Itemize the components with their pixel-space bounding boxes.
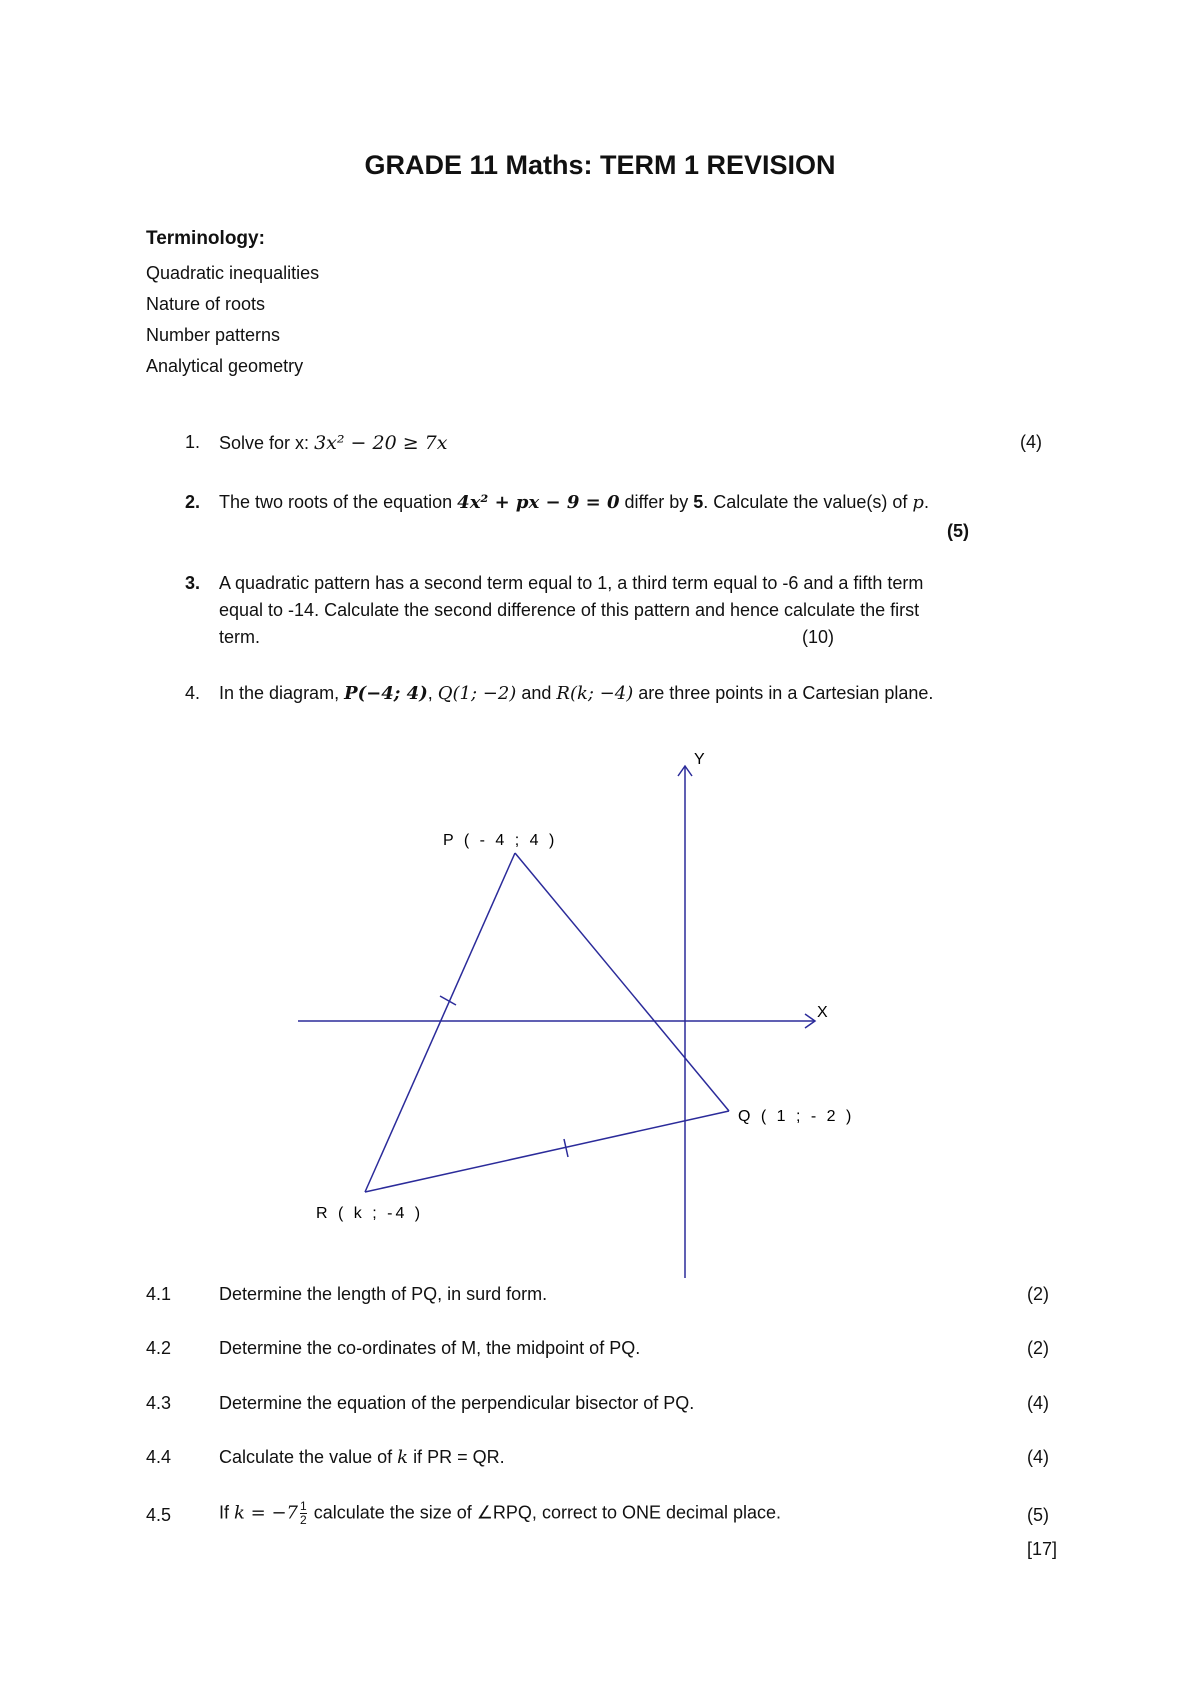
subquestion-4-1-text: Determine the length of PQ, in surd form. <box>219 1284 548 1304</box>
subquestion-4-3-marks: (4) <box>1027 1393 1049 1413</box>
subquestion-4-2-number: 4.2 <box>146 1338 172 1358</box>
question-4-text-post: are three points in a Cartesian plane. <box>638 683 934 703</box>
question-1-marks: (4) <box>1020 432 1042 452</box>
question-1-text: Solve for x: <box>219 433 310 453</box>
question-1-expression: 3x² − 20 ≥ 7x <box>314 432 448 454</box>
question-2-marks: (5) <box>947 521 969 541</box>
subquestion-4-1-marks: (2) <box>1027 1284 1049 1304</box>
point-q-label: Q ( 1 ; - 2 ) <box>738 1108 855 1125</box>
subquestion-4-5-fraction <box>300 1500 307 1527</box>
point-p-label: P ( - 4 ; 4 ) <box>443 832 558 849</box>
terminology-item: Quadratic inequalities <box>146 263 320 283</box>
question-4-and: and <box>521 683 552 703</box>
terminology-item: Number patterns <box>146 325 281 345</box>
question-4-point-q: Q(1; −2) <box>437 683 517 704</box>
subquestion-4-1-number: 4.1 <box>146 1284 172 1304</box>
subquestion-4-5-number: 4.5 <box>146 1505 172 1525</box>
subquestion-4-5-text-post: calculate the size of ∠RPQ, correct to ONE decimal place. <box>313 1502 782 1523</box>
page-title: GRADE 11 Maths: TERM 1 REVISION <box>364 150 836 180</box>
question-2-end: . <box>923 492 929 512</box>
point-r-label: R ( k ; -4 ) <box>316 1205 424 1222</box>
subquestion-4-4-number: 4.4 <box>146 1447 172 1467</box>
question-4-point-p: P(−4; 4) <box>344 683 428 704</box>
segment-rp <box>365 853 515 1192</box>
question-2-value: 5 <box>693 492 704 512</box>
subquestion-4-5-text: If <box>219 1502 230 1523</box>
subquestion-4-4-text-post: if PR = QR. <box>413 1447 505 1467</box>
y-axis-label: Y <box>694 751 708 768</box>
x-axis-label: X <box>817 1004 831 1021</box>
total-marks: [17] <box>1027 1539 1058 1559</box>
question-2-expression: 4x² + px − 9 = 0 <box>457 492 620 513</box>
subquestion-4-2-marks: (2) <box>1027 1338 1049 1358</box>
terminology-item: Analytical geometry <box>146 356 304 376</box>
question-2-number: 2. <box>185 492 201 512</box>
subquestion-4-5 <box>219 1500 781 1527</box>
fraction-denominator: 2 <box>300 1513 307 1527</box>
subquestion-4-4-text: Calculate the value of <box>219 1447 393 1467</box>
question-2-text-mid: differ by <box>624 492 689 512</box>
subquestion-4-5-expression: k = −7 <box>234 1502 298 1524</box>
subquestion-4-2-text: Determine the co-ordinates of M, the midpoint of PQ. <box>219 1338 641 1358</box>
subquestion-4-4-marks: (4) <box>1027 1447 1049 1467</box>
terminology-heading: Terminology: <box>146 228 265 249</box>
question-2-variable: p <box>912 492 924 513</box>
segment-qr <box>365 1111 729 1192</box>
question-4-text: In the diagram, <box>219 683 340 703</box>
subquestion-4-5-marks: (5) <box>1027 1505 1049 1525</box>
fraction-numerator: 1 <box>300 1499 307 1513</box>
subquestion-4-4 <box>219 1447 505 1468</box>
subquestion-4-3-text: Determine the equation of the perpendicular bisector of PQ. <box>219 1393 695 1413</box>
question-4-point-r: R(k; −4) <box>556 683 634 704</box>
question-3-marks: (10) <box>802 627 835 647</box>
question-3-line-1: A quadratic pattern has a second term equal to 1, a third term equal to -6 and a fifth term <box>219 573 924 593</box>
segment-pq <box>515 853 729 1111</box>
question-3-line-3: term. <box>219 627 261 647</box>
question-1-number: 1. <box>185 432 201 452</box>
terminology-item: Nature of roots <box>146 294 266 314</box>
question-3-line-2: equal to -14. Calculate the second difference of this pattern and hence calculate the first <box>219 600 920 620</box>
question-2-text: The two roots of the equation <box>219 492 453 512</box>
question-4-number: 4. <box>185 683 201 703</box>
subquestion-4-4-variable: k <box>397 1447 409 1468</box>
subquestion-4-3-number: 4.3 <box>146 1393 172 1413</box>
question-4: In the diagram, P(−4; 4), Q(1; −2) and R(k; −4) are three points in a Cartesian plane. <box>219 683 934 704</box>
question-3-number: 3. <box>185 573 201 593</box>
question-2-text-post: . Calculate the value(s) of <box>703 492 908 512</box>
